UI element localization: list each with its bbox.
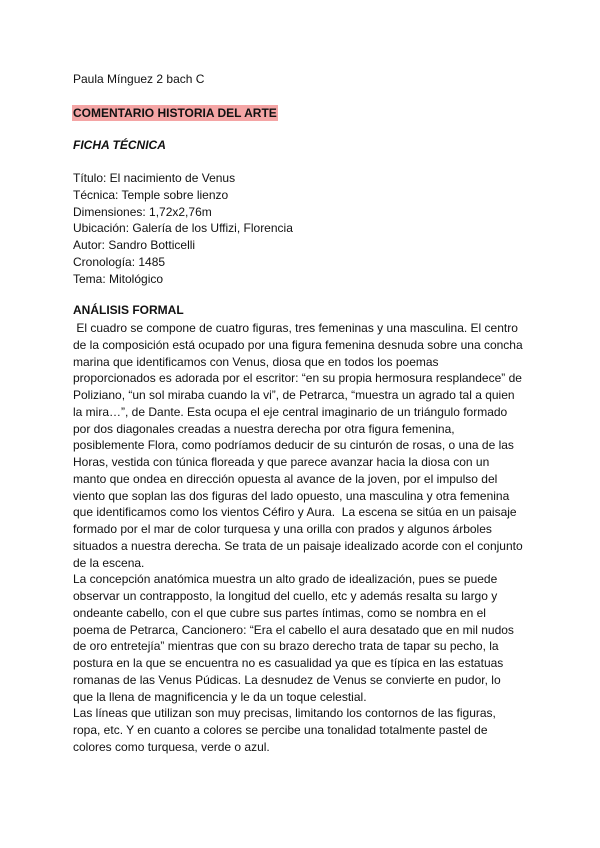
ficha-item-cronologia: Cronología: 1485 xyxy=(73,254,166,269)
ficha-tecnica-list xyxy=(73,170,293,288)
body-line: El cuadro se compone de cuatro figuras, tres femeninas y una masculina. El centro xyxy=(73,321,518,335)
body-line: Las líneas que utilizan son muy precisas, limitando los contornos de las figuras, xyxy=(73,706,496,721)
document-title: COMENTARIO HISTORIA DEL ARTE xyxy=(73,106,277,120)
body-line: Poliziano, “un sol miraba cuando la vi”, de Petrarca, “muestra un agrado tal a quien xyxy=(73,388,515,402)
body-line: formado por el mar de color turquesa y una orilla con prados y algunos árboles xyxy=(73,522,492,536)
author-line: Paula Mínguez 2 bach C xyxy=(73,72,205,86)
body-line: colores como turquesa, verde o azul. xyxy=(73,739,270,754)
analisis-formal-heading: ANÁLISIS FORMAL xyxy=(73,303,184,317)
body-line: de la composición está ocupado por una figura femenina desnuda sobre una concha xyxy=(73,337,523,352)
body-line: posiblemente Flora, como podríamos deducir de su cinturón de rosas, o una de las xyxy=(73,438,514,453)
body-line: poema de Petrarca, Cancionero: “Era el cabello el aura desatado que en mil nudos xyxy=(73,622,514,637)
body-line: postura en la que se encuentra no es casualidad ya que es típica en las estatuas xyxy=(73,656,504,670)
ficha-item-tema: Tema: Mitológico xyxy=(73,271,164,286)
body-line: por dos diagonales creadas a nuestra derecha por otra figura femenina, xyxy=(73,421,455,436)
body-line: proporcionados es adorada por el escritor: “en su propia hermosura resplandece” de xyxy=(73,371,522,386)
body-line: ropa, etc. Y en cuanto a colores se percibe una tonalidad totalmente pastel de xyxy=(73,723,488,737)
ficha-item-ubicacion: Ubicación: Galería de los Uffizi, Florencia xyxy=(73,221,293,236)
body-line: ondeante cabello, con el que cubre sus partes íntimas, como se nombra en el xyxy=(73,605,486,620)
body-line: manto que ondea en dirección opuesta al avance de la joven, por el impulso del xyxy=(73,471,498,486)
body-line: que la llena de magnificencia y le da un toque celestial. xyxy=(73,689,367,704)
body-line: situados a nuestra derecha. Se trata de un paisaje idealizado acorde con el conjunto xyxy=(73,538,523,553)
body-line: observar un contrapposto, la longitud del cuello, etc y además resalta su largo y xyxy=(73,589,498,603)
body-line: la mira…”, de Dante. Esta ocupa el eje central imaginario de un triángulo formado xyxy=(73,404,508,419)
body-line: marina que identificamos con Venus, diosa que en todos los poemas xyxy=(73,354,439,369)
body-line: que identificamos como los vientos Céfiro y Aura. La escena se sitúa en un paisaje xyxy=(73,505,517,520)
ficha-item-dimensiones: Dimensiones: 1,72x2,76m xyxy=(73,204,212,219)
body-line: viento que soplan las dos figuras del lado opuesto, una masculina y otra femenina xyxy=(73,488,510,503)
body-line: La concepción anatómica muestra un alto grado de idealización, pues se puede xyxy=(73,572,498,587)
ficha-item-titulo: Título: El nacimiento de Venus xyxy=(73,171,236,185)
ficha-tecnica-heading: FICHA TÉCNICA xyxy=(73,138,166,152)
body-line: de la escena. xyxy=(73,555,145,570)
body-line: de oro entretejía” mientras que con su brazo derecho trata de tapar su pecho, la xyxy=(73,639,499,654)
body-line: romanas de las Venus Púdicas. La desnudez de Venus se convierte en pudor, lo xyxy=(73,672,501,687)
ficha-item-autor: Autor: Sandro Botticelli xyxy=(73,238,196,253)
ficha-item-tecnica: Técnica: Temple sobre lienzo xyxy=(73,187,229,202)
analysis-body xyxy=(73,320,523,756)
body-line: Horas, vestida con túnica floreada y que parece avanzar hacia la diosa con un xyxy=(73,455,490,469)
